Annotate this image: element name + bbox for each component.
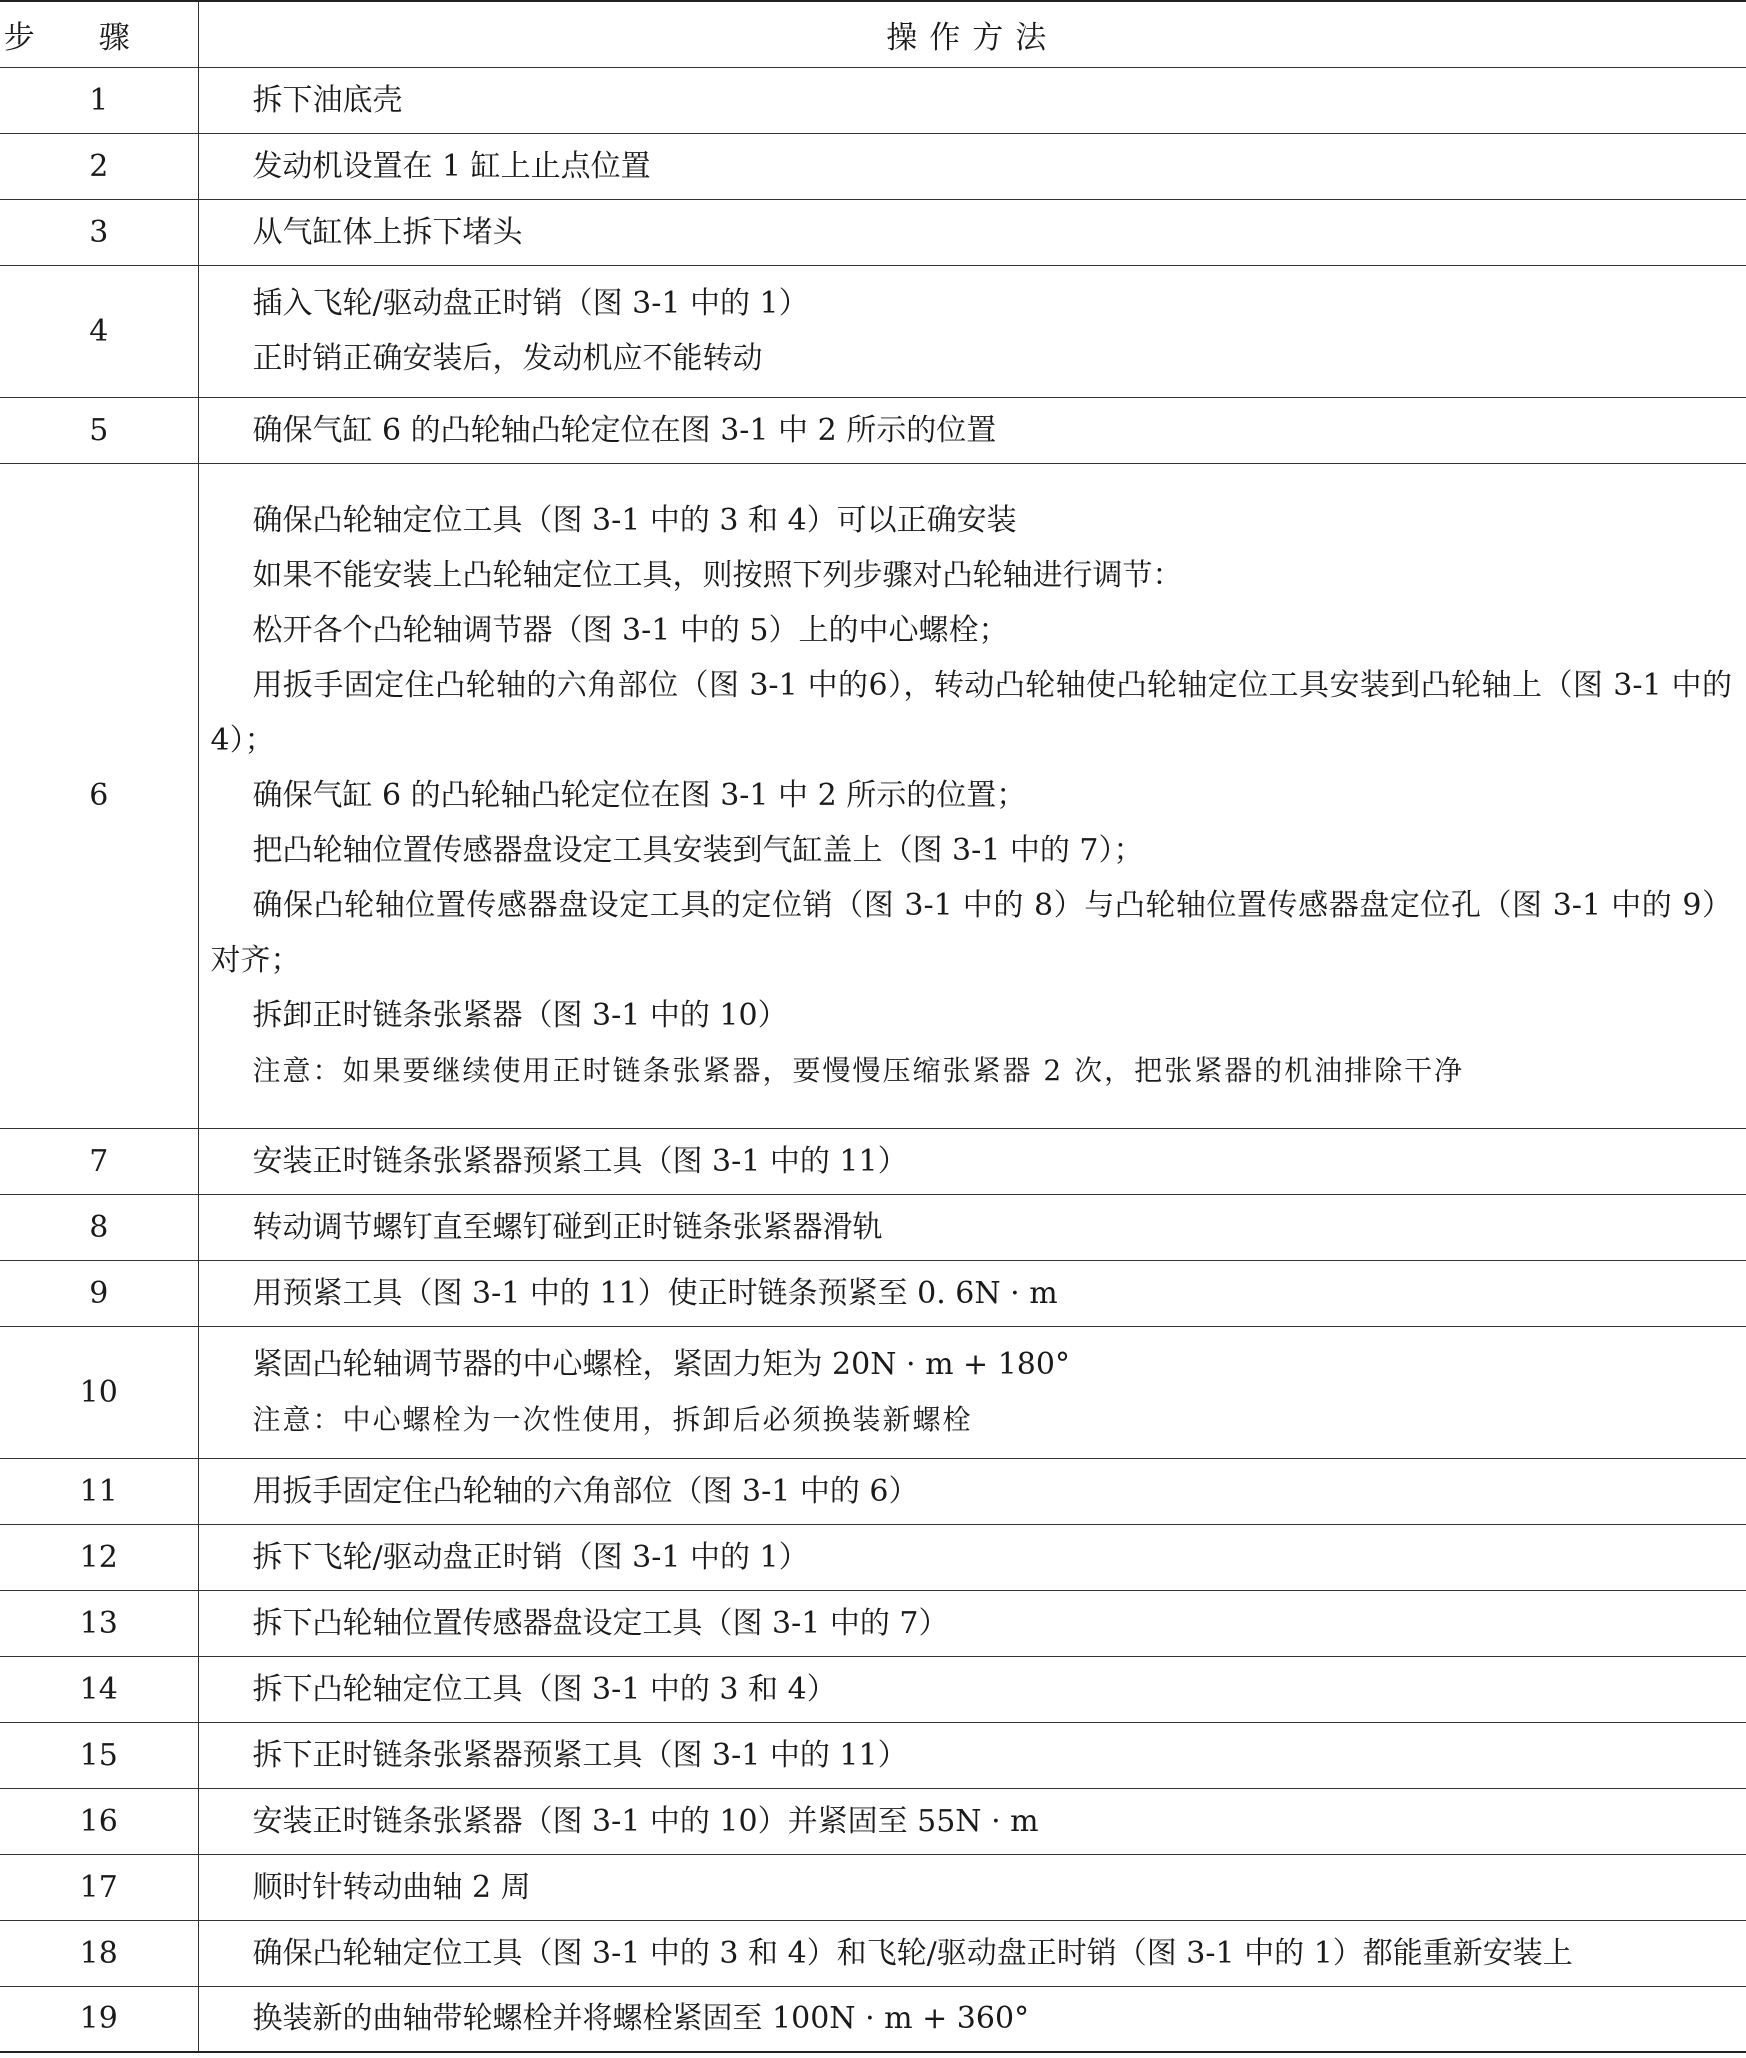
method-line: 确保凸轮轴定位工具（图 3-1 中的 3 和 4）可以正确安装 — [252, 503, 1017, 538]
table-row — [0, 1194, 1746, 1260]
step-method — [198, 133, 1746, 199]
method-line: 换装新的曲轴带轮螺栓并将螺栓紧固至 100N · m + 360° — [252, 2001, 1030, 2037]
step-method — [198, 1656, 1746, 1722]
method-line: 安装正时链条张紧器预紧工具（图 3-1 中的 11） — [252, 1143, 908, 1179]
step-number: 6 — [0, 463, 198, 1128]
table-row — [0, 1854, 1746, 1920]
table-row — [0, 1986, 1746, 2052]
step-number: 13 — [0, 1590, 198, 1656]
step-number: 16 — [0, 1788, 198, 1854]
method-line: 插入飞轮/驱动盘正时销（图 3-1 中的 1） — [252, 286, 809, 321]
step-method — [198, 1590, 1746, 1656]
step-method — [198, 1326, 1746, 1458]
table-header — [0, 1, 1746, 67]
step-method — [198, 1194, 1746, 1260]
method-line: 用扳手固定住凸轮轴的六角部位（图 3-1 中的 6） — [252, 1473, 919, 1509]
method-line: 确保凸轮轴定位工具（图 3-1 中的 3 和 4）和飞轮/驱动盘正时销（图 3-1 中的 1）都能重新安装上 — [252, 1935, 1573, 1971]
method-line: 拆下正时链条张紧器预紧工具（图 3-1 中的 11） — [252, 1737, 908, 1773]
table-row — [0, 1128, 1746, 1194]
step-number: 17 — [0, 1854, 198, 1920]
step-number: 11 — [0, 1458, 198, 1524]
table-row — [0, 1458, 1746, 1524]
step-number: 1 — [0, 67, 198, 133]
method-line: 拆下油底壳 — [252, 82, 403, 118]
method-line: 确保气缸 6 的凸轮轴凸轮定位在图 3-1 中 2 所示的位置 — [252, 412, 997, 448]
step-number: 8 — [0, 1194, 198, 1260]
table-row — [0, 1656, 1746, 1722]
method-line: 紧固凸轮轴调节器的中心螺栓，紧固力矩为 20N · m + 180° — [252, 1347, 1070, 1382]
table-row — [0, 133, 1746, 199]
method-line: 确保凸轮轴位置传感器盘设定工具的定位销（图 3-1 中的 8）与凸轮轴位置传感器盘定位孔（图 3-1 中的 9）对齐； — [210, 888, 1732, 978]
step-method — [198, 1788, 1746, 1854]
table-row — [0, 1920, 1746, 1986]
step-number: 3 — [0, 199, 198, 265]
step-method — [198, 397, 1746, 463]
header-step: 步骤 — [0, 1, 198, 67]
step-method — [198, 1458, 1746, 1524]
table-row — [0, 67, 1746, 133]
step-method — [198, 1128, 1746, 1194]
method-line: 拆下飞轮/驱动盘正时销（图 3-1 中的 1） — [252, 1539, 809, 1575]
method-line: 用预紧工具（图 3-1 中的 11）使正时链条预紧至 0. 6N · m — [252, 1275, 1058, 1311]
step-number: 14 — [0, 1656, 198, 1722]
step-method — [198, 1920, 1746, 1986]
step-number: 7 — [0, 1128, 198, 1194]
step-method — [198, 1260, 1746, 1326]
step-method — [198, 67, 1746, 133]
method-line: 从气缸体上拆下堵头 — [252, 214, 523, 250]
step-number: 10 — [0, 1326, 198, 1458]
table-row — [0, 1260, 1746, 1326]
method-line: 拆下凸轮轴定位工具（图 3-1 中的 3 和 4） — [252, 1671, 837, 1707]
step-method — [198, 1722, 1746, 1788]
method-line: 正时销正确安装后，发动机应不能转动 — [252, 341, 763, 376]
step-number: 19 — [0, 1986, 198, 2052]
step-method — [198, 463, 1746, 1128]
method-line: 确保气缸 6 的凸轮轴凸轮定位在图 3-1 中 2 所示的位置； — [252, 778, 1027, 813]
table-row — [0, 1788, 1746, 1854]
step-number: 5 — [0, 397, 198, 463]
header-method: 操作方法 — [198, 1, 1746, 67]
step-method — [198, 265, 1746, 397]
step-number: 18 — [0, 1920, 198, 1986]
method-note: 注意：中心螺栓为一次性使用，拆卸后必须换装新螺栓 — [252, 1403, 973, 1436]
table-row — [0, 463, 1746, 1128]
method-line: 松开各个凸轮轴调节器（图 3-1 中的 5）上的中心螺栓； — [252, 613, 1009, 648]
method-line: 拆卸正时链条张紧器（图 3-1 中的 10） — [252, 998, 788, 1033]
step-number: 2 — [0, 133, 198, 199]
step-method — [198, 199, 1746, 265]
method-line: 用扳手固定住凸轮轴的六角部位（图 3-1 中的6），转动凸轮轴使凸轮轴定位工具安装到凸轮轴上（图 3-1 中的 4）； — [210, 668, 1732, 758]
step-number: 4 — [0, 265, 198, 397]
method-line: 发动机设置在 1 缸上止点位置 — [252, 148, 651, 184]
step-number: 9 — [0, 1260, 198, 1326]
table-row — [0, 199, 1746, 265]
method-line: 如果不能安装上凸轮轴定位工具，则按照下列步骤对凸轮轴进行调节： — [252, 558, 1183, 593]
table-row — [0, 397, 1746, 463]
method-line: 顺时针转动曲轴 2 周 — [252, 1869, 531, 1905]
table-row — [0, 1590, 1746, 1656]
method-line: 拆下凸轮轴位置传感器盘设定工具（图 3-1 中的 7） — [252, 1605, 949, 1641]
method-line: 把凸轮轴位置传感器盘设定工具安装到气缸盖上（图 3-1 中的 7）； — [252, 833, 1144, 868]
method-line: 安装正时链条张紧器（图 3-1 中的 10）并紧固至 55N · m — [252, 1803, 1039, 1839]
table-row — [0, 1722, 1746, 1788]
step-number: 12 — [0, 1524, 198, 1590]
step-method — [198, 1524, 1746, 1590]
step-number: 15 — [0, 1722, 198, 1788]
method-note: 注意：如果要继续使用正时链条张紧器，要慢慢压缩张紧器 2 次，把张紧器的机油排除干净 — [252, 1054, 1465, 1087]
table-row — [0, 1326, 1746, 1458]
method-line: 转动调节螺钉直至螺钉碰到正时链条张紧器滑轨 — [252, 1209, 883, 1245]
table-row — [0, 1524, 1746, 1590]
table-row — [0, 265, 1746, 397]
step-method — [198, 1854, 1746, 1920]
step-method — [198, 1986, 1746, 2052]
